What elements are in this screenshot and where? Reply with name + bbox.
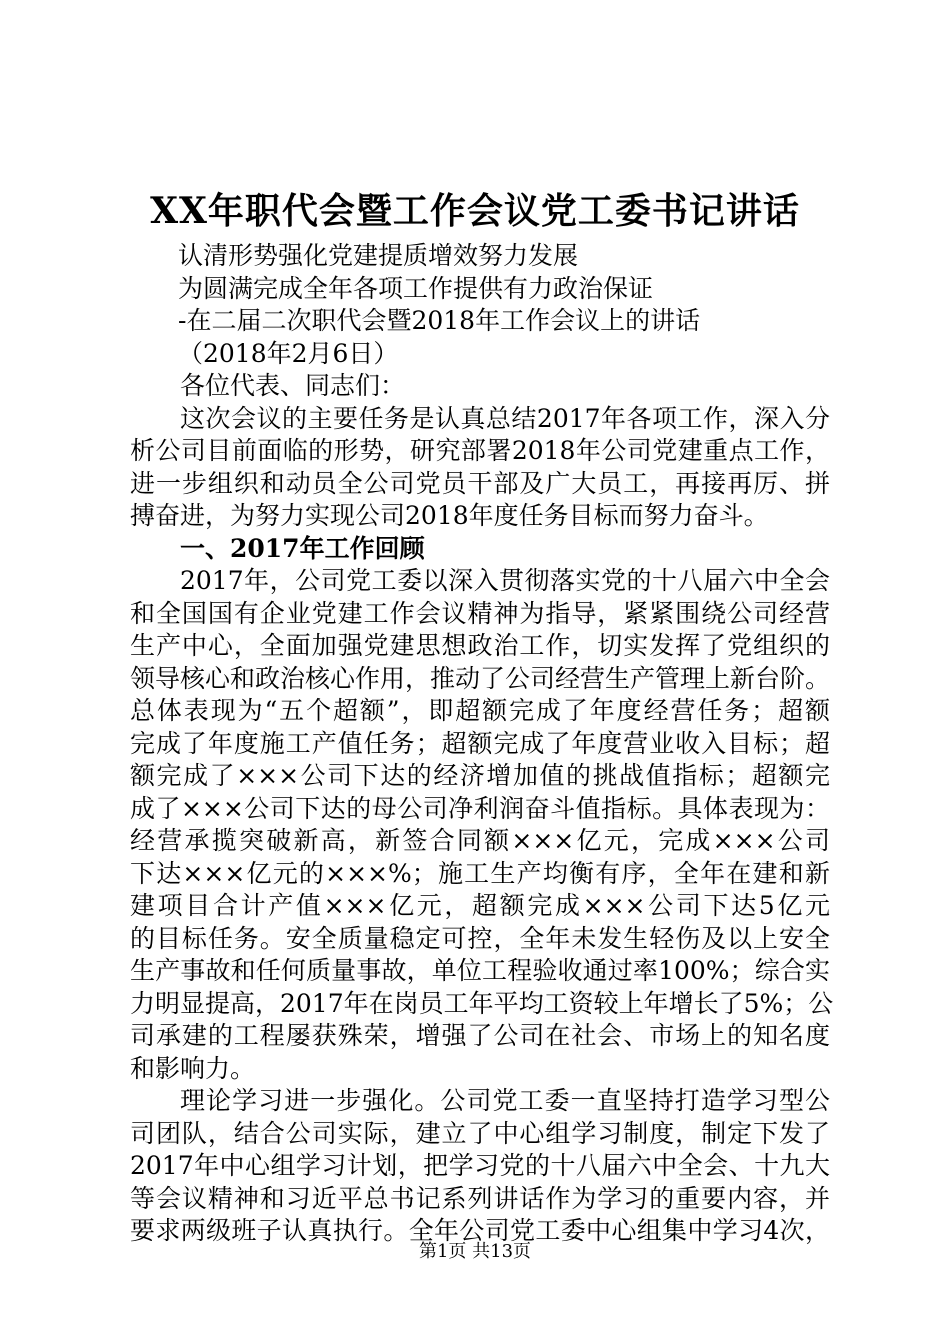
date-line: （2018年2月6日） xyxy=(178,338,399,368)
paragraph-line: 2017年中心组学习计划，把学习党的十八届六中全会、十九大 xyxy=(130,1151,830,1180)
paragraph-line: 领导核心和政治核心作用，推动了公司经营生产管理上新台阶。 xyxy=(130,663,831,693)
paragraph-line: 司承建的工程屡获殊荣，增强了公司在社会、市场上的知名度 xyxy=(130,1021,830,1050)
subtitle-line: 为圆满完成全年各项工作提供有力政治保证 xyxy=(178,273,654,303)
paragraph-line: 额完成了×××公司下达的经济增加值的挑战值指标；超额完 xyxy=(130,761,830,790)
paragraph-line: 完成了年度施工产值任务；超额完成了年度营业收入目标；超 xyxy=(130,728,830,758)
paragraph-line: 2017年，公司党工委以深入贯彻落实党的十八届六中全会 xyxy=(180,566,830,595)
paragraph-line: 司团队，结合公司实际，建立了中心组学习制度，制定下发了 xyxy=(130,1118,830,1148)
paragraph-line: 等会议精神和习近平总书记系列讲话作为学习的重要内容，并 xyxy=(130,1183,830,1213)
document-body xyxy=(130,240,834,1248)
paragraph-line: 和全国国有企业党建工作会议精神为指导，紧紧围绕公司经营 xyxy=(130,598,830,628)
paragraph-line: 进一步组织和动员全公司党员干部及广大员工，再接再厉、拼 xyxy=(130,468,830,498)
paragraph-line: 经营承揽突破新高，新签合同额×××亿元，完成×××公司 xyxy=(130,826,830,855)
paragraph-line: 搏奋进，为努力实现公司2018年度任务目标而努力奋斗。 xyxy=(130,501,769,530)
paragraph-line: 力明显提高，2017年在岗员工年平均工资较上年增长了5%；公 xyxy=(130,988,834,1018)
paragraph-line: 的目标任务。安全质量稳定可控，全年未发生轻伤及以上安全 xyxy=(130,923,830,953)
paragraph-line: 这次会议的主要任务是认真总结2017年各项工作，深入分 xyxy=(180,403,830,433)
page-number-footer: 第1页 共13页 xyxy=(418,1241,532,1262)
salutation-line: 各位代表、同志们： xyxy=(180,371,406,400)
paragraph-line: 析公司目前面临的形势，研究部署2018年公司党建重点工作， xyxy=(130,436,830,465)
subtitle-line: -在二届二次职代会暨2018年工作会议上的讲话 xyxy=(178,306,701,335)
paragraph-line: 成了×××公司下达的母公司净利润奋斗值指标。具体表现为： xyxy=(130,793,830,823)
paragraph-line: 建项目合计产值×××亿元，超额完成×××公司下达5亿元 xyxy=(130,891,830,920)
paragraph-line: 和影响力。 xyxy=(130,1053,256,1083)
subtitle-line: 认清形势强化党建提质增效努力发展 xyxy=(178,241,579,270)
paragraph-line: 要求两级班子认真执行。全年公司党工委中心组集中学习4次， xyxy=(130,1216,830,1245)
document-title: XX年职代会暨工作会议党工委书记讲话 xyxy=(150,190,800,232)
paragraph-line: 理论学习进一步强化。公司党工委一直坚持打造学习型公 xyxy=(180,1086,830,1115)
section-heading: 一、2017年工作回顾 xyxy=(180,533,425,563)
paragraph-line: 下达×××亿元的×××%；施工生产均衡有序，全年在建和新 xyxy=(130,858,830,888)
paragraph-line: 总体表现为“五个超额”，即超额完成了年度经营任务；超额 xyxy=(130,696,830,725)
paragraph-line: 生产中心，全面加强党建思想政治工作，切实发挥了党组织的 xyxy=(130,631,830,660)
paragraph-line: 生产事故和任何质量事故，单位工程验收通过率100%；综合实 xyxy=(130,956,830,985)
